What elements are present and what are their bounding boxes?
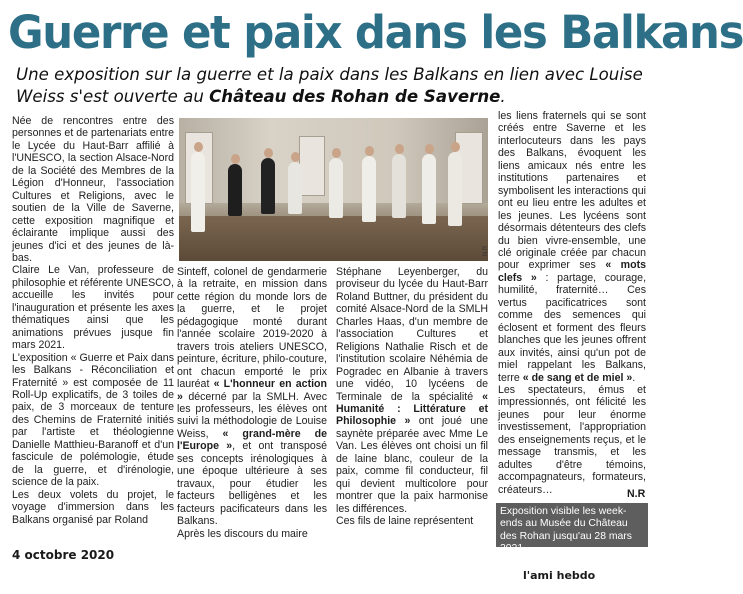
person [362,156,376,222]
paragraph: Ces fils de laine représentent [336,515,474,528]
publication-date: 4 octobre 2020 [12,548,115,562]
paragraph [177,266,327,528]
person-head [425,144,434,154]
person-head [291,152,300,162]
publication-source: l'ami hebdo [523,569,596,582]
column-4 [498,110,646,496]
specialty-name: « Humanité : Littérature et Philosophie » [336,390,488,428]
person [228,164,242,216]
subheadline [16,64,652,108]
subhead-text: Une exposition sur la guerre et la paix dans les Balkans en lien avec Louise Weiss s'est ouverte au [16,65,643,106]
paragraph: L'exposition « Guerre et Paix dans les Balkans - Réconciliation et Fraternité » est composée de 11 Roll-Up explicatifs, de 3 toiles de paix, de 3 morceaux de tenture des Chemins de Fraternité initiés par l'artiste et théologienne Danielle Matthieu-Baranoff et d'un fascicule de polémologie, étude de la guerre, et d'irénologie, science de la paix. [12,351,174,489]
person-head [194,142,203,152]
prize-name: « L'honneur en action » [177,378,327,403]
paragraph: Les spectateurs, émus et impressionnés, ont félicité les jeunes pour leur énorme investissement, l'appropriation des enseignements reçus, et le message transmis, et les adultes d'être témoins, accompagnateurs, formateurs, créateurs… [498,383,646,496]
person-head [264,148,273,158]
headline: Guerre et paix dans les Balkans [8,6,743,59]
person [422,154,436,224]
quote-bold: « de sang et de miel » [522,371,633,384]
subhead-end: . [500,87,506,106]
person-head [332,148,341,158]
photo-credit: N.R [483,245,490,257]
person [448,152,462,226]
person [288,162,302,214]
paragraph: Les deux volets du projet, le voyage d'immersion dans les Balkans organisé par Roland [12,488,174,526]
text: Sinteff, colonel de gendarmerie à la retraite, en mission dans cette région du monde lors de la guerre, et le projet pédagogique monté durant l'année scolaire 2019-2020 à travers trois ateliers UNESCO, peinture, écriture, philo-couture, ont chacun emporté le prix lauréat [177,266,327,391]
person-head [395,144,404,154]
column-3 [336,266,488,528]
author-signature: N.R [627,488,646,500]
photo-floor [179,216,488,261]
person-head [231,154,240,164]
paragraph: Après les discours du maire [177,527,308,540]
text: ont joué une saynète préparée avec Mme Le Van. Les élèves ont choisi un fil de laine blanc, couleur de la paix, comme fil conducteur, fil qui devient multicolore pour montrer que la paix harmonise les différences. [336,415,488,515]
rollup-panel [299,136,325,196]
subhead-venue: Château des Rohan de Saverne [209,87,501,106]
person [392,154,406,218]
paragraph: Née de rencontres entre des personnes et de partenariats entre le Lycée du Haut-Barr affilié à l'UNESCO, la section Alsace-Nord de la Société des Membres de la Légion d'Honneur, l'association Cultures et Religions, avec le soutien de la Ville de Saverne, cette exposition magnifique et éclairante implique aussi des jeunes d'ici et des jeunes de là-bas. [12,115,174,264]
person [261,158,275,214]
paragraph [336,266,488,515]
person [191,152,205,232]
quote-bold: « mots clefs » [498,259,646,284]
paragraph: Claire Le Van, professeure de philosophie et référente UNESCO, accueille les invités pour l'inauguration et présente les axes thématiques ainsi que les animations prévues jusque fin mars 2021. [12,264,174,352]
paragraph [498,110,646,384]
person [329,158,343,218]
person-head [365,146,374,156]
text: Stéphane Leyenberger, du proviseur du lycée du Haut-Barr Roland Buttner, du président du comité Alsace-Nord de la SMLH Charles Haas, d'un membre de l'association Cultures et Religions Nathalie Risch et de l'institution scolaire Néhémia de Pogradec en Albanie à travers une vidéo, 10 lycéens de Terminale de la spécialité [336,266,488,403]
text: . [632,371,636,384]
text: les liens fraternels qui se sont créés entre Saverne et les interlocuteurs dans les pays des Balkans, évoquent les liens amicaux nés entre les institutions partenaires et symbolisent les interactions qui ont eu lieu entre les adultes et les jeunes. Les lycéens sont désormais détenteurs des clefs du bien vivre-ensemble, une clé originale créée par chacun pour exprimer ses [498,110,646,272]
quote-bold: « grand-mère de l'Europe » [177,427,327,453]
person-head [451,142,460,152]
text: décerné par la SMLH. Avec les professeurs, les élèves ont suivi la méthodologie de Louise Weiss, [177,390,327,440]
text: , et ont transposé ses concepts irénologiques à une époque ultérieure à ses travaux, pour étudier les facteurs belligènes et les facteurs pacificateurs dans les Balkans. [177,440,328,528]
event-photo [179,118,488,261]
column-1 [12,115,174,526]
info-box: Exposition visible les week-ends au Musée du Château des Rohan jusqu'au 28 mars 2021. [496,503,648,547]
column-2 [177,266,327,540]
text: : partage, courage, humilité, fraternité… Ces vertus pacificatrices sont comme des semences qui éclosent et forment des fleurs blanches que les jeunes offrent aux invités, ainsi qu'un pot de miel rappelant les Balkans, terre [498,271,647,384]
